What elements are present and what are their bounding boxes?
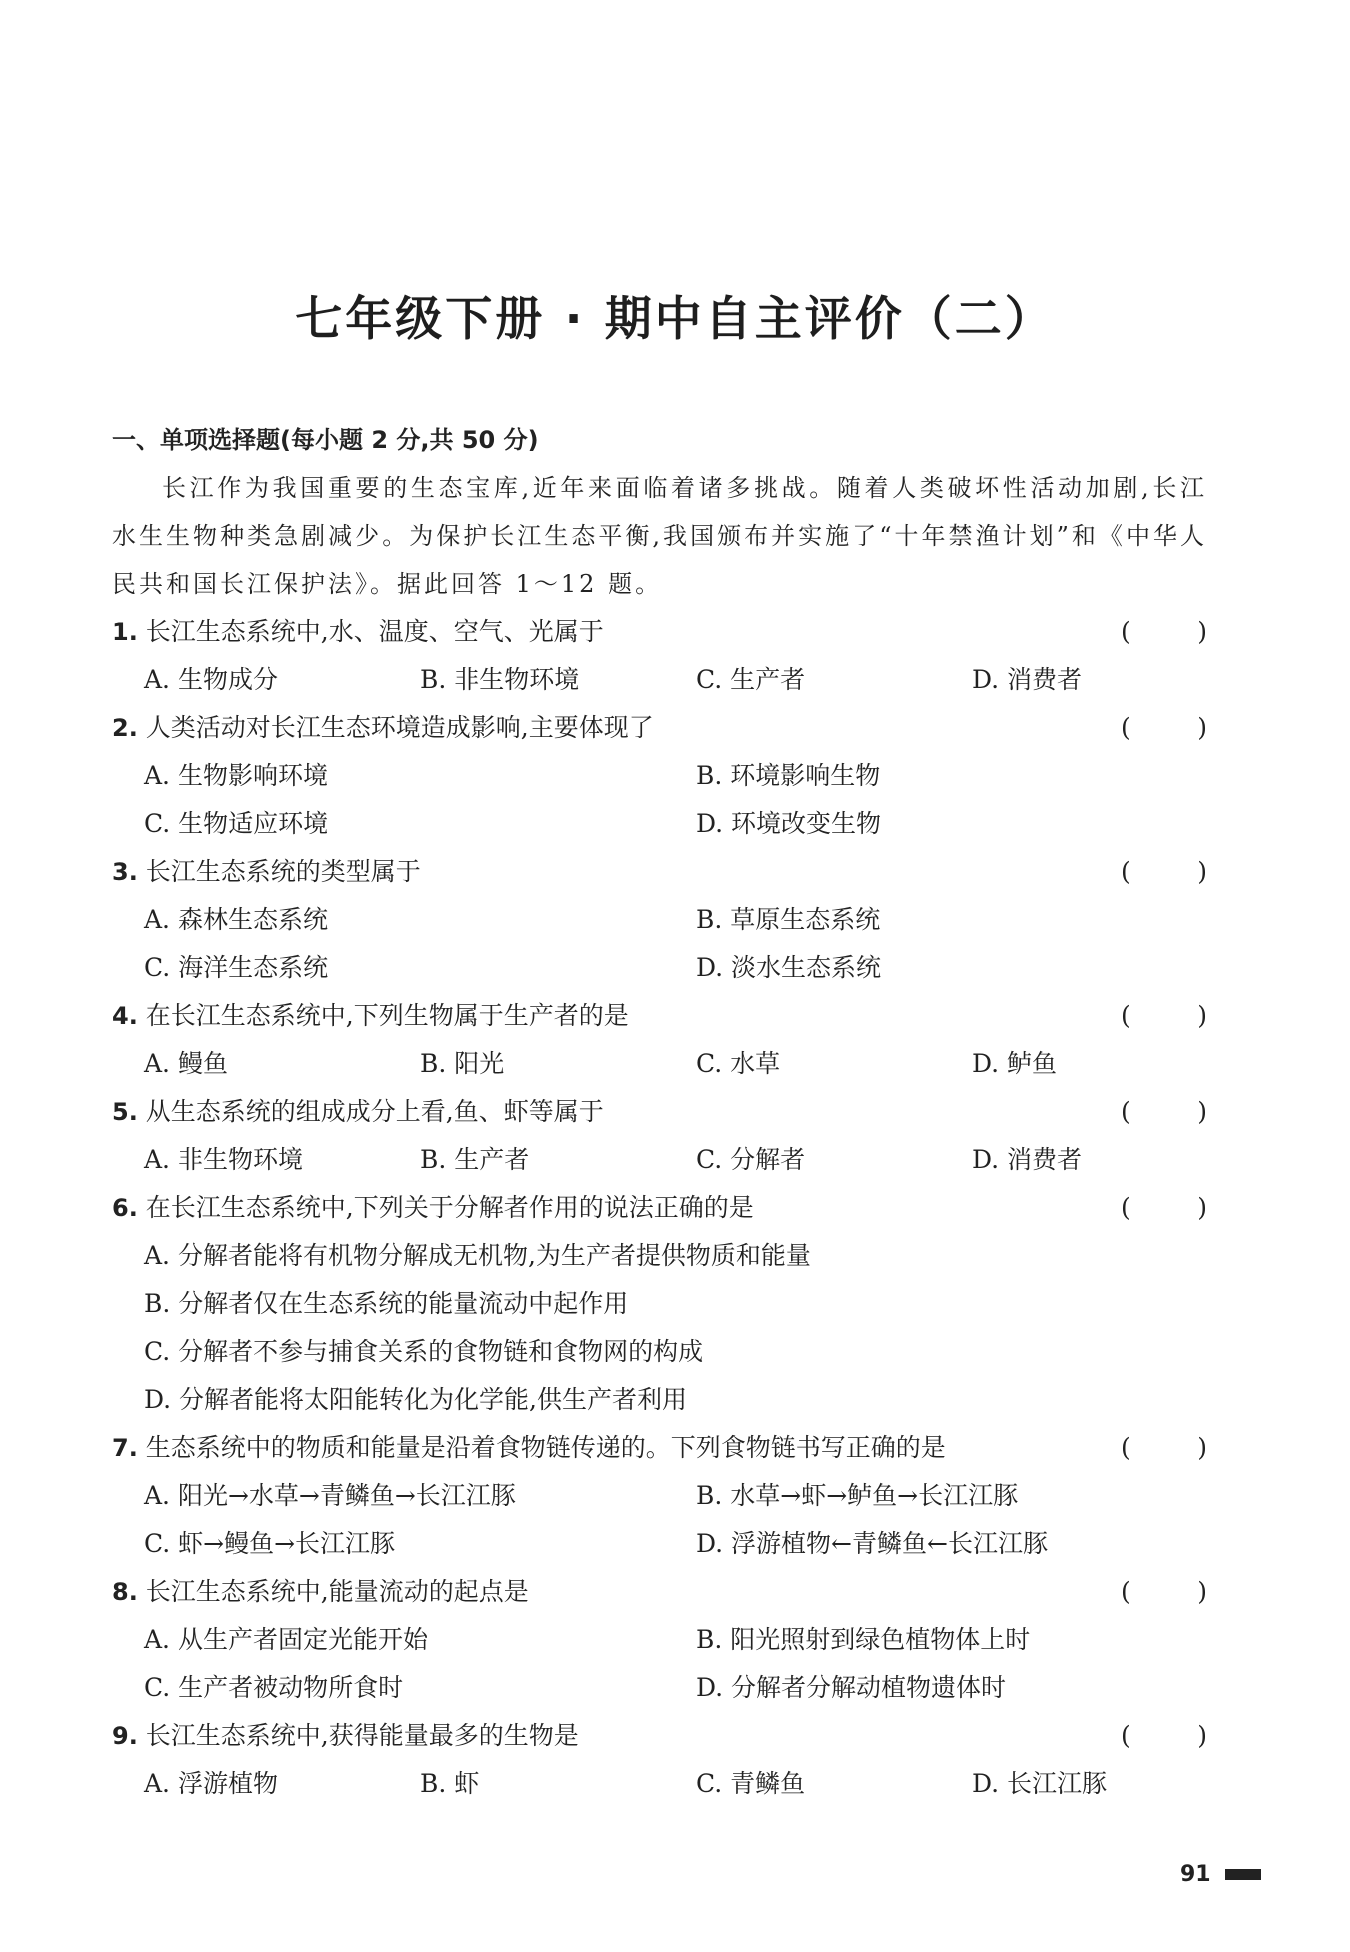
options-row <box>112 1520 1207 1568</box>
question-stem: 生态系统中的物质和能量是沿着食物链传递的。下列食物链书写正确的是 <box>145 1433 946 1462</box>
question-4 <box>112 992 1207 1040</box>
answer-blank[interactable]: ( ) <box>1121 1001 1207 1030</box>
answer-blank[interactable]: ( ) <box>1121 1577 1207 1606</box>
page-title: 七年级下册 · 期中自主评价（二） <box>295 292 1055 347</box>
option-d: D. 鲈鱼 <box>972 1049 1058 1078</box>
question-stem: 从生态系统的组成成分上看,鱼、虾等属于 <box>145 1097 604 1126</box>
options-row <box>112 1136 1207 1184</box>
question-stem: 长江生态系统的类型属于 <box>145 857 421 886</box>
option-b: B. 阳光 <box>420 1049 505 1078</box>
options-row <box>112 1760 1207 1808</box>
answer-blank[interactable]: ( ) <box>1121 1721 1207 1750</box>
question-5 <box>112 1088 1207 1136</box>
options-row <box>112 1040 1207 1088</box>
question-1 <box>112 608 1207 656</box>
question-number: 2. <box>112 714 138 742</box>
answer-blank[interactable]: ( ) <box>1121 617 1207 646</box>
option-d: D. 分解者能将太阳能转化为化学能,供生产者利用 <box>144 1385 687 1414</box>
options-row <box>112 656 1207 704</box>
option-c: C. 水草 <box>696 1049 781 1078</box>
page-marker-bar <box>1225 1869 1261 1880</box>
answer-blank[interactable]: ( ) <box>1121 857 1207 886</box>
question-8 <box>112 1568 1207 1616</box>
question-7 <box>112 1424 1207 1472</box>
answer-blank[interactable]: ( ) <box>1121 1433 1207 1462</box>
option-c: C. 生产者 <box>696 665 806 694</box>
option-d: D. 淡水生态系统 <box>696 953 882 982</box>
option-d: D. 环境改变生物 <box>696 809 882 838</box>
option-a: A. 分解者能将有机物分解成无机物,为生产者提供物质和能量 <box>144 1241 811 1270</box>
section-heading: 一、单项选择题(每小题 2 分,共 50 分) <box>112 426 539 454</box>
option-a: A. 森林生态系统 <box>144 905 328 934</box>
option-d: D. 分解者分解动植物遗体时 <box>696 1673 1007 1702</box>
option-a: A. 生物成分 <box>144 665 278 694</box>
option-a: A. 从生产者固定光能开始 <box>144 1625 428 1654</box>
reading-passage: 长江作为我国重要的生态宝库,近年来面临着诸多挑战。随着人类破坏性活动加剧,长江水生生物种类急剧减少。为保护长江生态平衡,我国颁布并实施了“十年禁渔计划”和《中华人民共和国长江保护法》。据此回答 1～12 题。 <box>112 474 1207 598</box>
question-stem: 人类活动对长江生态环境造成影响,主要体现了 <box>145 713 654 742</box>
question-stem: 在长江生态系统中,下列生物属于生产者的是 <box>145 1001 629 1030</box>
question-number: 8. <box>112 1578 138 1606</box>
option-b: B. 虾 <box>420 1769 480 1798</box>
question-number: 4. <box>112 1002 138 1030</box>
option-c: C. 海洋生态系统 <box>144 953 329 982</box>
option-c: C. 生物适应环境 <box>144 809 329 838</box>
question-6 <box>112 1184 1207 1232</box>
question-stem: 长江生态系统中,获得能量最多的生物是 <box>145 1721 579 1750</box>
option-a: A. 非生物环境 <box>144 1145 303 1174</box>
question-2 <box>112 704 1207 752</box>
option-d: D. 浮游植物←青鳞鱼←长江江豚 <box>696 1529 1048 1558</box>
option-a: A. 生物影响环境 <box>144 761 328 790</box>
option-b: B. 阳光照射到绿色植物体上时 <box>696 1625 1031 1654</box>
options-row <box>112 752 1207 800</box>
question-number: 1. <box>112 618 138 646</box>
option-a: A. 阳光→水草→青鳞鱼→长江江豚 <box>144 1481 516 1510</box>
answer-blank[interactable]: ( ) <box>1121 1193 1207 1222</box>
question-section <box>112 416 1207 1808</box>
option-d: D. 长江江豚 <box>972 1769 1108 1798</box>
question-number: 9. <box>112 1722 138 1750</box>
options-row <box>112 800 1207 848</box>
option-a: A. 鳗鱼 <box>144 1049 228 1078</box>
option-d: D. 消费者 <box>972 1145 1083 1174</box>
option-b: B. 水草→虾→鲈鱼→长江江豚 <box>696 1481 1019 1510</box>
options-row <box>112 1472 1207 1520</box>
option-b: B. 分解者仅在生态系统的能量流动中起作用 <box>144 1289 629 1318</box>
question-number: 7. <box>112 1434 138 1462</box>
option-d: D. 消费者 <box>972 665 1083 694</box>
option-c: C. 生产者被动物所食时 <box>144 1673 404 1702</box>
answer-blank[interactable]: ( ) <box>1121 713 1207 742</box>
option-c: C. 分解者 <box>696 1145 806 1174</box>
question-stem: 长江生态系统中,水、温度、空气、光属于 <box>145 617 604 646</box>
question-stem: 在长江生态系统中,下列关于分解者作用的说法正确的是 <box>145 1193 754 1222</box>
question-3 <box>112 848 1207 896</box>
option-c: C. 虾→鳗鱼→长江江豚 <box>144 1529 396 1558</box>
question-number: 3. <box>112 858 138 886</box>
option-c: C. 分解者不参与捕食关系的食物链和食物网的构成 <box>144 1337 704 1366</box>
answer-blank[interactable]: ( ) <box>1121 1097 1207 1126</box>
options-row <box>112 944 1207 992</box>
option-b: B. 草原生态系统 <box>696 905 881 934</box>
options-row <box>112 1664 1207 1712</box>
page-number: 91 <box>1180 1862 1211 1887</box>
option-b: B. 生产者 <box>420 1145 530 1174</box>
question-number: 5. <box>112 1098 138 1126</box>
options-row <box>112 1616 1207 1664</box>
question-stem: 长江生态系统中,能量流动的起点是 <box>145 1577 529 1606</box>
page-footer <box>1180 1862 1261 1887</box>
options-row <box>112 896 1207 944</box>
option-b: B. 非生物环境 <box>420 665 580 694</box>
question-9 <box>112 1712 1207 1760</box>
option-a: A. 浮游植物 <box>144 1769 278 1798</box>
question-number: 6. <box>112 1194 138 1222</box>
option-c: C. 青鳞鱼 <box>696 1769 806 1798</box>
option-b: B. 环境影响生物 <box>696 761 881 790</box>
